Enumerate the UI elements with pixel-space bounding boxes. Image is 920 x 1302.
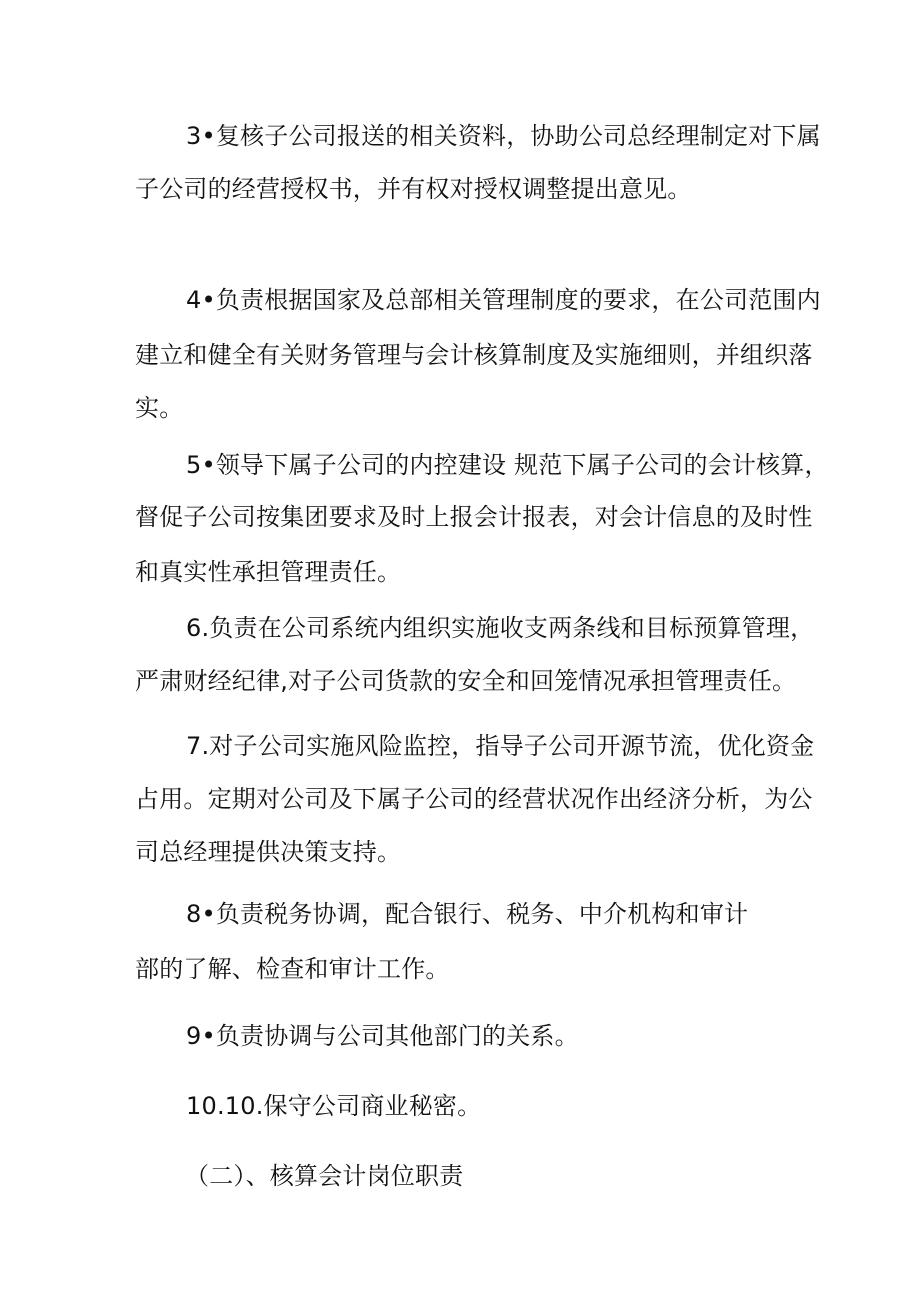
paragraph-line: 6.负责在公司系统内组织实施收支两条线和目标预算管理， [186, 614, 815, 642]
paragraph-line: 实。 [135, 394, 184, 422]
paragraph-line: 司总经理提供决策支持。 [135, 838, 402, 866]
paragraph-line: 建立和健全有关财务管理与会计核算制度及实施细则，并组织落 [135, 341, 813, 369]
paragraph-line: 5•领导下属子公司的内控建设 规范下属子公司的会计核算， [186, 451, 829, 479]
paragraph-line: 和真实性承担管理责任。 [135, 558, 402, 586]
paragraph-line: 8•负责税务协调，配合银行、税务、中介机构和审计 [186, 900, 749, 928]
paragraph-line: 子公司的经营授权书，并有权对授权调整提出意见。 [135, 175, 692, 203]
paragraph-line: 7.对子公司实施风险监控，指导子公司开源节流，优化资金 [186, 732, 815, 760]
paragraph-line: 9•负责协调与公司其他部门的关系。 [186, 1022, 579, 1050]
paragraph-line: 严肃财经纪律,对子公司货款的安全和回笼情况承担管理责任。 [135, 667, 797, 695]
paragraph-line: 督促子公司按集团要求及时上报会计报表，对会计信息的及时性 [135, 503, 813, 531]
paragraph-line: 3•复核子公司报送的相关资料，协助公司总经理制定对下属 [186, 122, 821, 150]
paragraph-line: 10.10.保守公司商业秘密。 [186, 1092, 482, 1120]
paragraph-line: 占用。定期对公司及下属子公司的经营状况作出经济分析，为公 [135, 785, 813, 813]
paragraph-line: 4•负责根据国家及总部相关管理制度的要求，在公司范围内 [186, 286, 821, 314]
paragraph-line: 部的了解、检查和审计工作。 [135, 955, 450, 983]
section-heading: （二）、核算会计岗位职责 [185, 1162, 464, 1190]
